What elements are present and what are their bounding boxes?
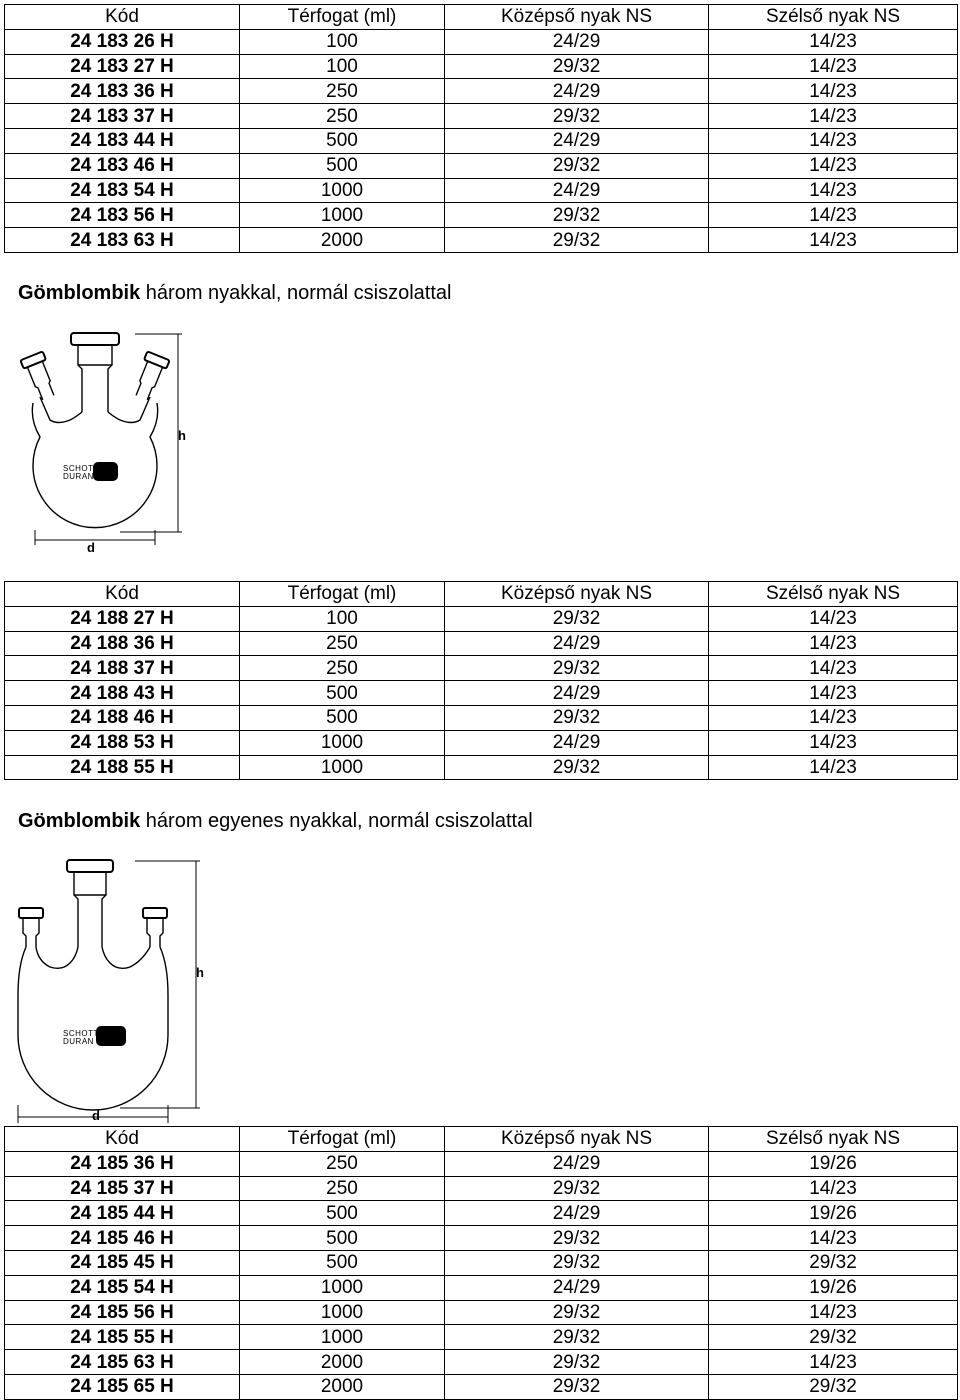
cell-center-neck: 29/32 [445, 606, 709, 631]
cell-side-neck: 19/26 [709, 1151, 958, 1176]
cell-code: 24 183 36 H [5, 79, 240, 104]
cell-code: 24 183 26 H [5, 29, 240, 54]
cell-center-neck: 29/32 [445, 656, 709, 681]
cell-center-neck: 29/32 [445, 153, 709, 178]
section-heading-three-necks [18, 282, 451, 305]
cell-code: 24 183 37 H [5, 104, 240, 129]
brand-line-1: SCHOTT [63, 464, 99, 473]
heading-bold: Gömblombik [18, 810, 141, 832]
cell-side-neck: 14/23 [709, 29, 958, 54]
table-row [5, 1201, 958, 1226]
cell-volume: 250 [240, 631, 445, 656]
cell-center-neck: 29/32 [445, 203, 709, 228]
cell-code: 24 185 65 H [5, 1374, 240, 1399]
cell-center-neck: 29/32 [445, 1250, 709, 1275]
table-header-row [5, 5, 958, 30]
table-row [5, 79, 958, 104]
table-row [5, 128, 958, 153]
brand-line-2: DURAN [63, 472, 94, 481]
cell-center-neck: 24/29 [445, 730, 709, 755]
cell-center-neck: 24/29 [445, 681, 709, 706]
table-header-row [5, 1127, 958, 1152]
cell-code: 24 185 44 H [5, 1201, 240, 1226]
cell-side-neck: 29/32 [709, 1250, 958, 1275]
table-row [5, 1374, 958, 1399]
cell-code: 24 185 45 H [5, 1250, 240, 1275]
heading-bold: Gömblombik [18, 282, 141, 304]
cell-center-neck: 24/29 [445, 79, 709, 104]
table-row [5, 29, 958, 54]
brand-text [63, 1030, 99, 1046]
cell-center-neck: 24/29 [445, 1151, 709, 1176]
table-row [5, 1275, 958, 1300]
cell-volume: 250 [240, 1151, 445, 1176]
cell-center-neck: 24/29 [445, 128, 709, 153]
cell-code: 24 185 63 H [5, 1350, 240, 1375]
cell-side-neck: 29/32 [709, 1374, 958, 1399]
heading-rest: három nyakkal, normál csiszolattal [140, 282, 452, 304]
cell-side-neck: 14/23 [709, 203, 958, 228]
flask-drawing-straight-necks [0, 855, 220, 1125]
cell-volume: 500 [240, 1250, 445, 1275]
brand-line-1: SCHOTT [63, 1029, 99, 1038]
heading-rest: három egyenes nyakkal, normál csiszolattal [140, 810, 533, 832]
cell-side-neck: 14/23 [709, 104, 958, 129]
brand-line-2: DURAN [63, 1037, 94, 1046]
table-row [5, 228, 958, 253]
table-row [5, 1350, 958, 1375]
cell-volume: 250 [240, 656, 445, 681]
cell-center-neck: 29/32 [445, 705, 709, 730]
table-row [5, 730, 958, 755]
cell-code: 24 185 37 H [5, 1176, 240, 1201]
cell-code: 24 183 54 H [5, 178, 240, 203]
cell-volume: 1000 [240, 1275, 445, 1300]
cell-side-neck: 14/23 [709, 153, 958, 178]
table-row [5, 705, 958, 730]
cell-code: 24 183 44 H [5, 128, 240, 153]
column-header-volume: Térfogat (ml) [240, 1127, 445, 1152]
cell-side-neck: 14/23 [709, 631, 958, 656]
cell-side-neck: 14/23 [709, 705, 958, 730]
cell-volume: 500 [240, 128, 445, 153]
table-row [5, 104, 958, 129]
cell-side-neck: 19/26 [709, 1201, 958, 1226]
cell-center-neck: 29/32 [445, 54, 709, 79]
table-row [5, 54, 958, 79]
cell-volume: 1000 [240, 203, 445, 228]
cell-side-neck: 14/23 [709, 681, 958, 706]
cell-center-neck: 24/29 [445, 1275, 709, 1300]
cell-code: 24 188 36 H [5, 631, 240, 656]
cell-code: 24 183 56 H [5, 203, 240, 228]
table-row [5, 203, 958, 228]
table-row [5, 631, 958, 656]
table-row [5, 656, 958, 681]
table-header-row [5, 582, 958, 607]
cell-center-neck: 29/32 [445, 755, 709, 780]
cell-side-neck: 14/23 [709, 656, 958, 681]
product-table-2 [4, 581, 958, 780]
cell-side-neck: 14/23 [709, 178, 958, 203]
cell-volume: 500 [240, 1226, 445, 1251]
table-row [5, 1176, 958, 1201]
cell-code: 24 185 55 H [5, 1325, 240, 1350]
cell-center-neck: 24/29 [445, 1201, 709, 1226]
product-table-1 [4, 4, 958, 253]
column-header-side-neck: Szélső nyak NS [709, 5, 958, 30]
cell-volume: 100 [240, 606, 445, 631]
cell-side-neck: 14/23 [709, 755, 958, 780]
cell-volume: 1000 [240, 730, 445, 755]
column-header-side-neck: Szélső nyak NS [709, 582, 958, 607]
cell-side-neck: 14/23 [709, 1350, 958, 1375]
cell-code: 24 188 43 H [5, 681, 240, 706]
cell-center-neck: 24/29 [445, 178, 709, 203]
table-row [5, 153, 958, 178]
cell-code: 24 183 63 H [5, 228, 240, 253]
cell-center-neck: 29/32 [445, 228, 709, 253]
table-row [5, 1151, 958, 1176]
table-row [5, 178, 958, 203]
cell-volume: 2000 [240, 1350, 445, 1375]
cell-volume: 250 [240, 1176, 445, 1201]
cell-code: 24 188 37 H [5, 656, 240, 681]
cell-side-neck: 14/23 [709, 228, 958, 253]
cell-side-neck: 29/32 [709, 1325, 958, 1350]
cell-code: 24 185 36 H [5, 1151, 240, 1176]
cell-volume: 500 [240, 681, 445, 706]
cell-code: 24 188 46 H [5, 705, 240, 730]
cell-code: 24 185 54 H [5, 1275, 240, 1300]
cell-code: 24 188 27 H [5, 606, 240, 631]
cell-volume: 250 [240, 79, 445, 104]
cell-volume: 1000 [240, 178, 445, 203]
cell-volume: 1000 [240, 1325, 445, 1350]
column-header-code: Kód [5, 582, 240, 607]
cell-code: 24 185 56 H [5, 1300, 240, 1325]
column-header-center-neck: Középső nyak NS [445, 582, 709, 607]
cell-side-neck: 14/23 [709, 79, 958, 104]
column-header-center-neck: Középső nyak NS [445, 5, 709, 30]
cell-side-neck: 14/23 [709, 1300, 958, 1325]
table-row [5, 606, 958, 631]
cell-code: 24 188 55 H [5, 755, 240, 780]
column-header-code: Kód [5, 5, 240, 30]
cell-side-neck: 19/26 [709, 1275, 958, 1300]
cell-volume: 1000 [240, 1300, 445, 1325]
table-row [5, 755, 958, 780]
cell-volume: 1000 [240, 755, 445, 780]
product-table-3 [4, 1126, 958, 1400]
cell-code: 24 183 27 H [5, 54, 240, 79]
column-header-volume: Térfogat (ml) [240, 5, 445, 30]
table-row [5, 1300, 958, 1325]
cell-volume: 500 [240, 153, 445, 178]
cell-volume: 100 [240, 29, 445, 54]
section-heading-straight-necks [18, 810, 533, 833]
height-label: h [178, 428, 186, 443]
cell-side-neck: 14/23 [709, 730, 958, 755]
cell-volume: 2000 [240, 1374, 445, 1399]
column-header-center-neck: Középső nyak NS [445, 1127, 709, 1152]
column-header-code: Kód [5, 1127, 240, 1152]
cell-code: 24 185 46 H [5, 1226, 240, 1251]
cell-volume: 500 [240, 1201, 445, 1226]
cell-side-neck: 14/23 [709, 54, 958, 79]
table-row [5, 1226, 958, 1251]
table-row [5, 1325, 958, 1350]
table-row [5, 1250, 958, 1275]
cell-volume: 2000 [240, 228, 445, 253]
brand-text [63, 465, 99, 481]
cell-center-neck: 29/32 [445, 1300, 709, 1325]
cell-code: 24 183 46 H [5, 153, 240, 178]
cell-volume: 250 [240, 104, 445, 129]
height-label: h [196, 965, 204, 980]
cell-center-neck: 29/32 [445, 104, 709, 129]
cell-volume: 500 [240, 705, 445, 730]
cell-center-neck: 24/29 [445, 631, 709, 656]
cell-side-neck: 14/23 [709, 1176, 958, 1201]
cell-code: 24 188 53 H [5, 730, 240, 755]
cell-center-neck: 29/32 [445, 1325, 709, 1350]
cell-side-neck: 14/23 [709, 1226, 958, 1251]
column-header-side-neck: Szélső nyak NS [709, 1127, 958, 1152]
cell-volume: 100 [240, 54, 445, 79]
table-row [5, 681, 958, 706]
cell-side-neck: 14/23 [709, 606, 958, 631]
column-header-volume: Térfogat (ml) [240, 582, 445, 607]
cell-center-neck: 24/29 [445, 29, 709, 54]
cell-center-neck: 29/32 [445, 1374, 709, 1399]
cell-center-neck: 29/32 [445, 1350, 709, 1375]
cell-center-neck: 29/32 [445, 1226, 709, 1251]
diameter-label: d [87, 540, 95, 555]
diameter-label: d [92, 1108, 100, 1123]
flask-drawing-angled-necks [0, 325, 220, 560]
cell-side-neck: 14/23 [709, 128, 958, 153]
cell-center-neck: 29/32 [445, 1176, 709, 1201]
